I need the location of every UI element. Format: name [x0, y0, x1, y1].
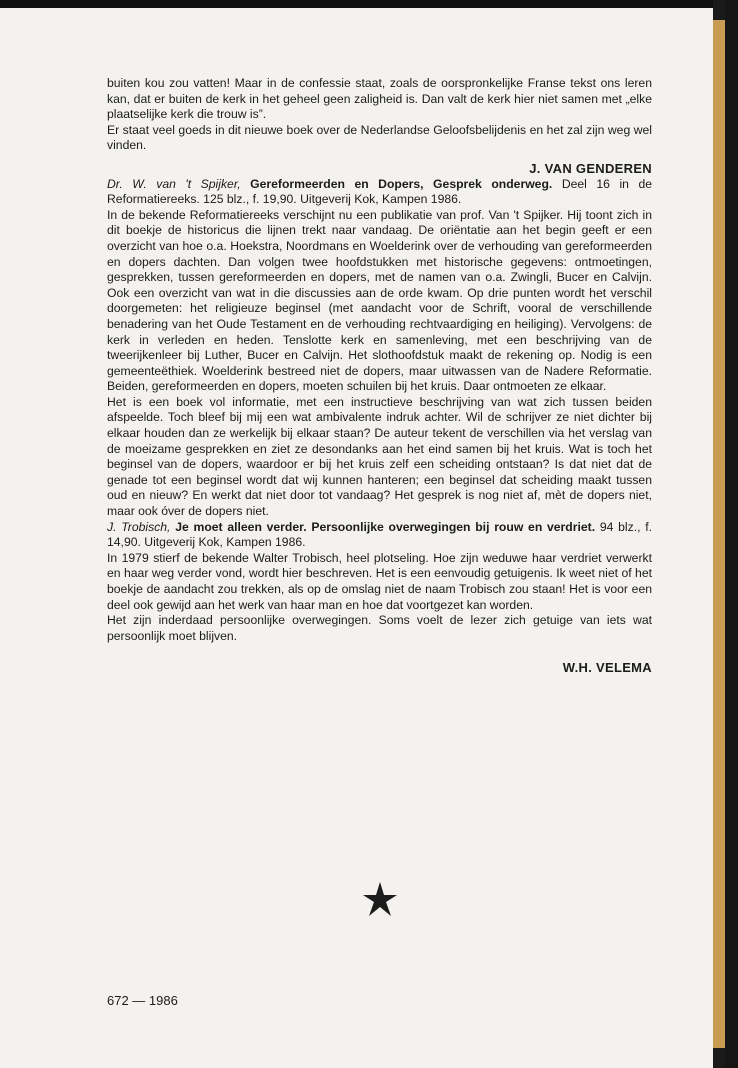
review2-heading — [107, 177, 652, 208]
review3-heading — [107, 520, 652, 551]
review1-paragraph-2: Er staat veel goeds in dit nieuwe boek over de Nederlandse Geloofsbelijdenis en het zal zijn weg wel vinden. — [107, 122, 652, 153]
review1-signature: J. VAN GENDEREN — [529, 160, 652, 176]
review3-author: J. Trobisch, — [107, 519, 171, 534]
star-ornament-icon — [362, 881, 398, 917]
review1-paragraph-1: buiten kou zou vatten! Maar in de confessie staat, zoals de oorspronkelijke Franse tekst ons leren kan, dat er buiten de kerk in het geheel geen zaligheid is. Dan valt de kerk hier niet samen met „elke plaatselijke kerk die trouw is”. — [107, 76, 652, 122]
article-body — [107, 76, 652, 676]
review3-pubinfo: 94 blz., f. 14,90. Uitgeverij Kok, Kampen 1986. — [107, 519, 653, 550]
page-number: 672 — 1986 — [107, 993, 178, 1008]
review3-signature: W.H. VELEMA — [562, 660, 652, 676]
review2-author: Dr. W. van 't Spijker, — [107, 176, 241, 191]
review3-title: Je moet alleen verder. Persoonlijke overwegingen bij rouw en verdriet. — [175, 519, 596, 534]
review2-title: Gereformeerden en Dopers, Gesprek onderweg. — [250, 176, 553, 191]
top-edge — [0, 0, 713, 8]
review2-pubinfo: Deel 16 in de Reformatiereeks. 125 blz., f. 19,90. Uitgeverij Kok, Kampen 1986. — [107, 176, 652, 207]
scan-border — [725, 0, 738, 1068]
binding-edge — [713, 20, 725, 1048]
review3-paragraph-2: Het zijn inderdaad persoonlijke overwegingen. Soms voelt de lezer zich getuige van iets wat persoonlijk moet blijven. — [107, 613, 652, 643]
review3-paragraph-1: In 1979 stierf de bekende Walter Trobisch, heel plotseling. Hoe zijn weduwe haar verdriet verwerkt en haar weg verder vond, wordt hier beschreven. Het is een eenvoudig getuigenis. Ik weet niet of het boekje de aandacht zou trekken, als op de omslag niet de naam Trobisch zou staan! Het is voor een deel ook gewijd aan het werk van haar man en hoe dat voortgezet kan worden. — [107, 550, 652, 612]
review2-paragraph-1: In de bekende Reformatiereeks verschijnt nu een publikatie van prof. Van 't Spijker. Hij toont zich in dit boekje de historicus die lijnen trekt naar vandaag. De oriëntatie aan het begin geeft er een overzicht van hoe o.a. Hoekstra, Noordmans en Woelderink over de verhouding van gereformeerden en dopers dachten. Dan volgen twee hoofdstukken met historische gegevens: ontmoetingen, gesprekken, tussen gereformeerden en dopers, met de namen van o.a. Zwingli, Bucer en Calvijn. Ook een overzicht van wat in die discussies aan de orde kwam. Op drie punten wordt het verschil doorgemeten: het religieuze beginsel (met aandacht voor de Schrift, vooral de verschillende benadering van het Oude Testament en de verhouding rechtvaardiging en heiliging). Vervolgens: de kerk in verleden en heden. Tenslotte kerk en samenleving, met een beschrijving van de tweerijkenleer bij Luther, Bucer en Calvijn. Het slothoofdstuk maakt de rekening op. Nodig is een gemeenteëthiek. Woelderink bestreed niet de dopers, maar uitwassen van de Nadere Reformatie. Beiden, gereformeerden en dopers, moeten schuilen bij het kruis. Daar ontmoeten ze elkaar. — [107, 207, 652, 394]
review2-paragraph-2: Het is een boek vol informatie, met een instructieve beschrijving van wat zich tussen beiden afspeelde. Toch bleef bij mij een wat ambivalente indruk achter. Wil de schrijver ze niet dichter bij elkaar houden dan ze werkelijk bij elkaar staan? De auteur tekent de verschillen via het verslag van de moeizame gesprekken en ziet ze desondanks aan het eind samen bij het kruis. Wat is toch het beginsel van de dopers, waardoor er bij het kruis zelf een scheiding ontstaan? Is dat niet dat de genade tot een beginsel wordt dat wij kunnen hanteren; een beginsel dat scheiding maakt tussen oud en nieuw? En werkt dat niet door tot vandaag? Het gesprek is nog niet af, mèt de dopers niet, maar ook óver de dopers niet. — [107, 394, 652, 519]
